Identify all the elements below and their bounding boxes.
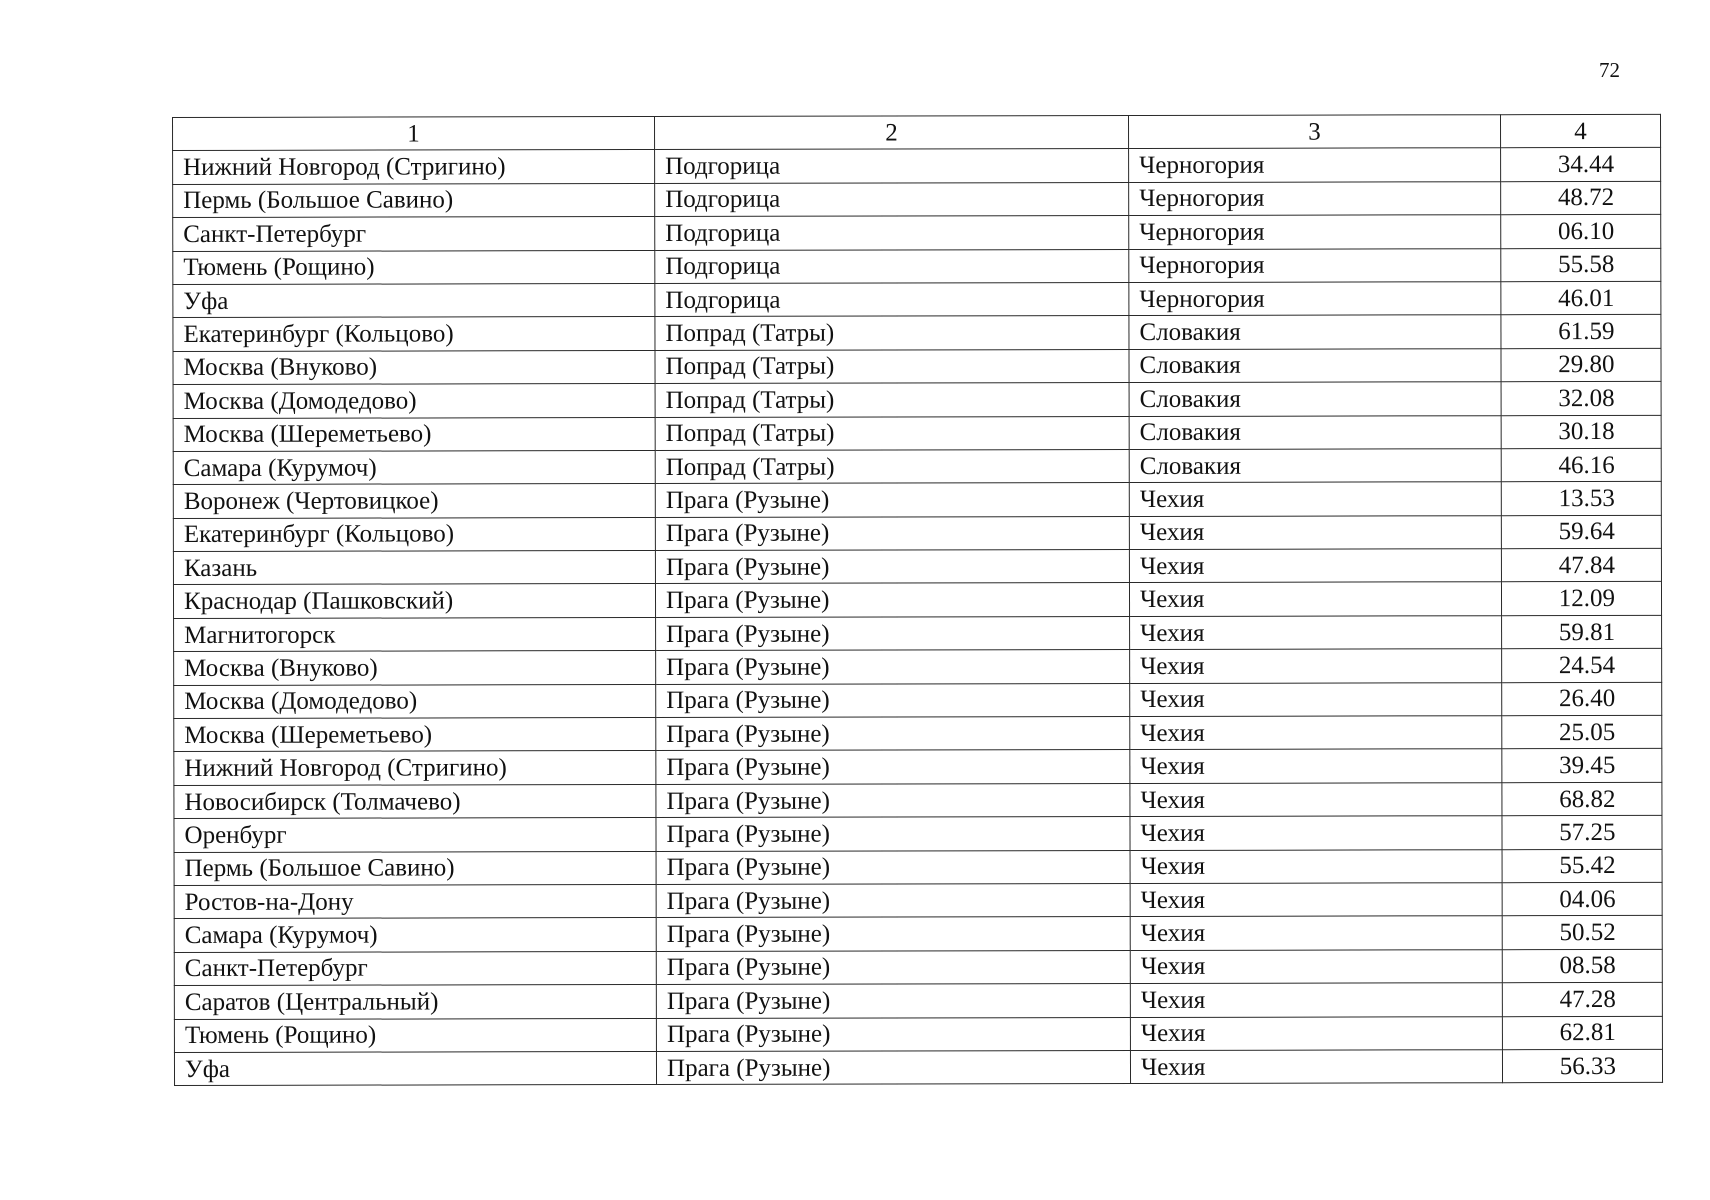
- value-cell: 12.09: [1501, 582, 1661, 616]
- origin-cell: Екатеринбург (Кольцово): [173, 517, 655, 551]
- table-row: [173, 281, 1661, 318]
- destination-cell: Прага (Рузыне): [656, 817, 1130, 851]
- destination-cell: Подгорица: [655, 182, 1129, 216]
- country-cell: Чехия: [1130, 783, 1502, 817]
- value-cell: 46.16: [1501, 448, 1661, 482]
- destination-cell: Прага (Рузыне): [656, 917, 1130, 951]
- country-cell: Чехия: [1129, 482, 1501, 516]
- origin-cell: Пермь (Большое Савино): [174, 851, 656, 885]
- origin-cell: Казань: [173, 551, 655, 585]
- country-cell: Словакия: [1129, 449, 1501, 483]
- destination-cell: Прага (Рузыне): [656, 717, 1130, 751]
- destination-cell: Прага (Рузыне): [655, 583, 1129, 617]
- table-row: [174, 1016, 1662, 1053]
- country-cell: Словакия: [1129, 315, 1501, 349]
- page-number: 72: [1599, 58, 1620, 82]
- country-cell: Чехия: [1130, 949, 1502, 983]
- origin-cell: Пермь (Большое Савино): [173, 183, 655, 217]
- table-row: [173, 315, 1661, 352]
- value-cell: 61.59: [1501, 315, 1661, 349]
- value-cell: 08.58: [1502, 949, 1662, 983]
- country-cell: Словакия: [1129, 382, 1501, 416]
- value-cell: 30.18: [1501, 415, 1661, 449]
- table-row: [173, 515, 1661, 552]
- country-cell: Черногория: [1129, 215, 1501, 249]
- value-cell: 24.54: [1502, 649, 1662, 683]
- destination-cell: Подгорица: [655, 282, 1129, 316]
- country-cell: Черногория: [1129, 282, 1501, 316]
- table-header: [173, 114, 1661, 151]
- origin-cell: Санкт-Петербург: [173, 217, 655, 251]
- header-cell: 1: [173, 116, 655, 150]
- origin-cell: Тюмень (Рощино): [174, 1018, 656, 1052]
- origin-cell: Тюмень (Рощино): [173, 250, 655, 284]
- table-row: [173, 248, 1661, 285]
- table-row: [174, 816, 1662, 853]
- origin-cell: Екатеринбург (Кольцово): [173, 317, 655, 351]
- destination-cell: Попрад (Татры): [655, 383, 1129, 417]
- country-cell: Чехия: [1129, 582, 1501, 616]
- table-row: [174, 882, 1662, 919]
- destination-cell: Попрад (Татры): [655, 416, 1129, 450]
- country-cell: Словакия: [1129, 348, 1501, 382]
- destination-cell: Прага (Рузыне): [656, 883, 1130, 917]
- table-row: [173, 148, 1661, 185]
- value-cell: 59.81: [1502, 615, 1662, 649]
- table-row: [173, 548, 1661, 585]
- value-cell: 29.80: [1501, 348, 1661, 382]
- destination-cell: Попрад (Татры): [655, 349, 1129, 383]
- table-row: [174, 749, 1662, 786]
- destination-cell: Прага (Рузыне): [656, 1017, 1130, 1051]
- country-cell: Чехия: [1130, 716, 1502, 750]
- destination-cell: Прага (Рузыне): [656, 783, 1130, 817]
- country-cell: Черногория: [1129, 148, 1501, 182]
- table-row: [174, 682, 1662, 719]
- origin-cell: Магнитогорск: [174, 617, 656, 651]
- country-cell: Черногория: [1129, 181, 1501, 215]
- table-row: [174, 949, 1662, 986]
- country-cell: Чехия: [1130, 849, 1502, 883]
- destination-cell: Подгорица: [655, 249, 1129, 283]
- table-row: [173, 582, 1661, 619]
- data-table: [172, 114, 1663, 1086]
- destination-cell: Прага (Рузыне): [656, 950, 1130, 984]
- country-cell: Черногория: [1129, 248, 1501, 282]
- origin-cell: Нижний Новгород (Стригино): [173, 150, 655, 184]
- destination-cell: Прага (Рузыне): [655, 550, 1129, 584]
- header-cell: 4: [1500, 114, 1660, 148]
- origin-cell: Москва (Шереметьево): [174, 718, 656, 752]
- country-cell: Чехия: [1130, 816, 1502, 850]
- origin-cell: Москва (Домодедово): [174, 684, 656, 718]
- value-cell: 39.45: [1502, 749, 1662, 783]
- table-row: [173, 382, 1661, 419]
- table-body: [173, 148, 1663, 1086]
- destination-cell: Прага (Рузыне): [656, 650, 1130, 684]
- origin-cell: Ростов-на-Дону: [174, 884, 656, 918]
- destination-cell: Прага (Рузыне): [656, 984, 1130, 1018]
- table-row: [174, 916, 1662, 953]
- origin-cell: Москва (Домодедово): [173, 384, 655, 418]
- destination-cell: Подгорица: [655, 149, 1129, 183]
- origin-cell: Санкт-Петербург: [174, 951, 656, 985]
- table-row: [174, 849, 1662, 886]
- destination-cell: Прага (Рузыне): [655, 516, 1129, 550]
- origin-cell: Саратов (Центральный): [174, 985, 656, 1019]
- country-cell: Чехия: [1130, 1016, 1502, 1050]
- origin-cell: Самара (Курумоч): [173, 450, 655, 484]
- value-cell: 56.33: [1502, 1049, 1662, 1083]
- country-cell: Чехия: [1130, 916, 1502, 950]
- table-row: [174, 782, 1662, 819]
- value-cell: 55.58: [1501, 248, 1661, 282]
- header-cell: 3: [1128, 115, 1500, 149]
- table-row: [173, 181, 1661, 218]
- value-cell: 34.44: [1501, 148, 1661, 182]
- table-row: [173, 448, 1661, 485]
- value-cell: 46.01: [1501, 281, 1661, 315]
- destination-cell: Прага (Рузыне): [656, 1050, 1130, 1084]
- value-cell: 57.25: [1502, 816, 1662, 850]
- origin-cell: Москва (Внуково): [173, 350, 655, 384]
- table-row: [174, 615, 1662, 652]
- origin-cell: Новосибирск (Толмачево): [174, 784, 656, 818]
- country-cell: Чехия: [1130, 1050, 1502, 1084]
- origin-cell: Москва (Внуково): [174, 651, 656, 685]
- origin-cell: Воронеж (Чертовицкое): [173, 484, 655, 518]
- table-row: [173, 215, 1661, 252]
- value-cell: 47.28: [1502, 983, 1662, 1017]
- origin-cell: Москва (Шереметьево): [173, 417, 655, 451]
- table-row: [173, 415, 1661, 452]
- table-row: [174, 1049, 1662, 1086]
- destination-cell: Попрад (Татры): [655, 449, 1129, 483]
- destination-cell: Прага (Рузыне): [655, 483, 1129, 517]
- value-cell: 32.08: [1501, 382, 1661, 416]
- table-row: [174, 715, 1662, 752]
- value-cell: 48.72: [1501, 181, 1661, 215]
- origin-cell: Уфа: [173, 283, 655, 317]
- destination-cell: Прага (Рузыне): [656, 616, 1130, 650]
- header-cell: 2: [655, 115, 1129, 149]
- value-cell: 62.81: [1502, 1016, 1662, 1050]
- destination-cell: Подгорица: [655, 216, 1129, 250]
- country-cell: Чехия: [1130, 983, 1502, 1017]
- value-cell: 55.42: [1502, 849, 1662, 883]
- country-cell: Чехия: [1130, 682, 1502, 716]
- value-cell: 59.64: [1501, 515, 1661, 549]
- country-cell: Словакия: [1129, 415, 1501, 449]
- destination-cell: Прага (Рузыне): [656, 683, 1130, 717]
- destination-cell: Прага (Рузыне): [656, 850, 1130, 884]
- origin-cell: Уфа: [174, 1051, 656, 1085]
- origin-cell: Самара (Курумоч): [174, 918, 656, 952]
- origin-cell: Оренбург: [174, 818, 656, 852]
- country-cell: Чехия: [1130, 883, 1502, 917]
- country-cell: Чехия: [1129, 549, 1501, 583]
- value-cell: 68.82: [1502, 782, 1662, 816]
- origin-cell: Краснодар (Пашковский): [173, 584, 655, 618]
- header-row: [173, 114, 1661, 151]
- value-cell: 06.10: [1501, 215, 1661, 249]
- table-row: [173, 348, 1661, 385]
- table-row: [173, 482, 1661, 519]
- table-row: [174, 983, 1662, 1020]
- country-cell: Чехия: [1129, 515, 1501, 549]
- origin-cell: Нижний Новгород (Стригино): [174, 751, 656, 785]
- value-cell: 25.05: [1502, 715, 1662, 749]
- value-cell: 50.52: [1502, 916, 1662, 950]
- country-cell: Чехия: [1130, 649, 1502, 683]
- country-cell: Чехия: [1130, 749, 1502, 783]
- value-cell: 13.53: [1501, 482, 1661, 516]
- value-cell: 47.84: [1501, 548, 1661, 582]
- value-cell: 04.06: [1502, 882, 1662, 916]
- table-row: [174, 649, 1662, 686]
- destination-cell: Попрад (Татры): [655, 316, 1129, 350]
- value-cell: 26.40: [1502, 682, 1662, 716]
- country-cell: Чехия: [1130, 616, 1502, 650]
- destination-cell: Прага (Рузыне): [656, 750, 1130, 784]
